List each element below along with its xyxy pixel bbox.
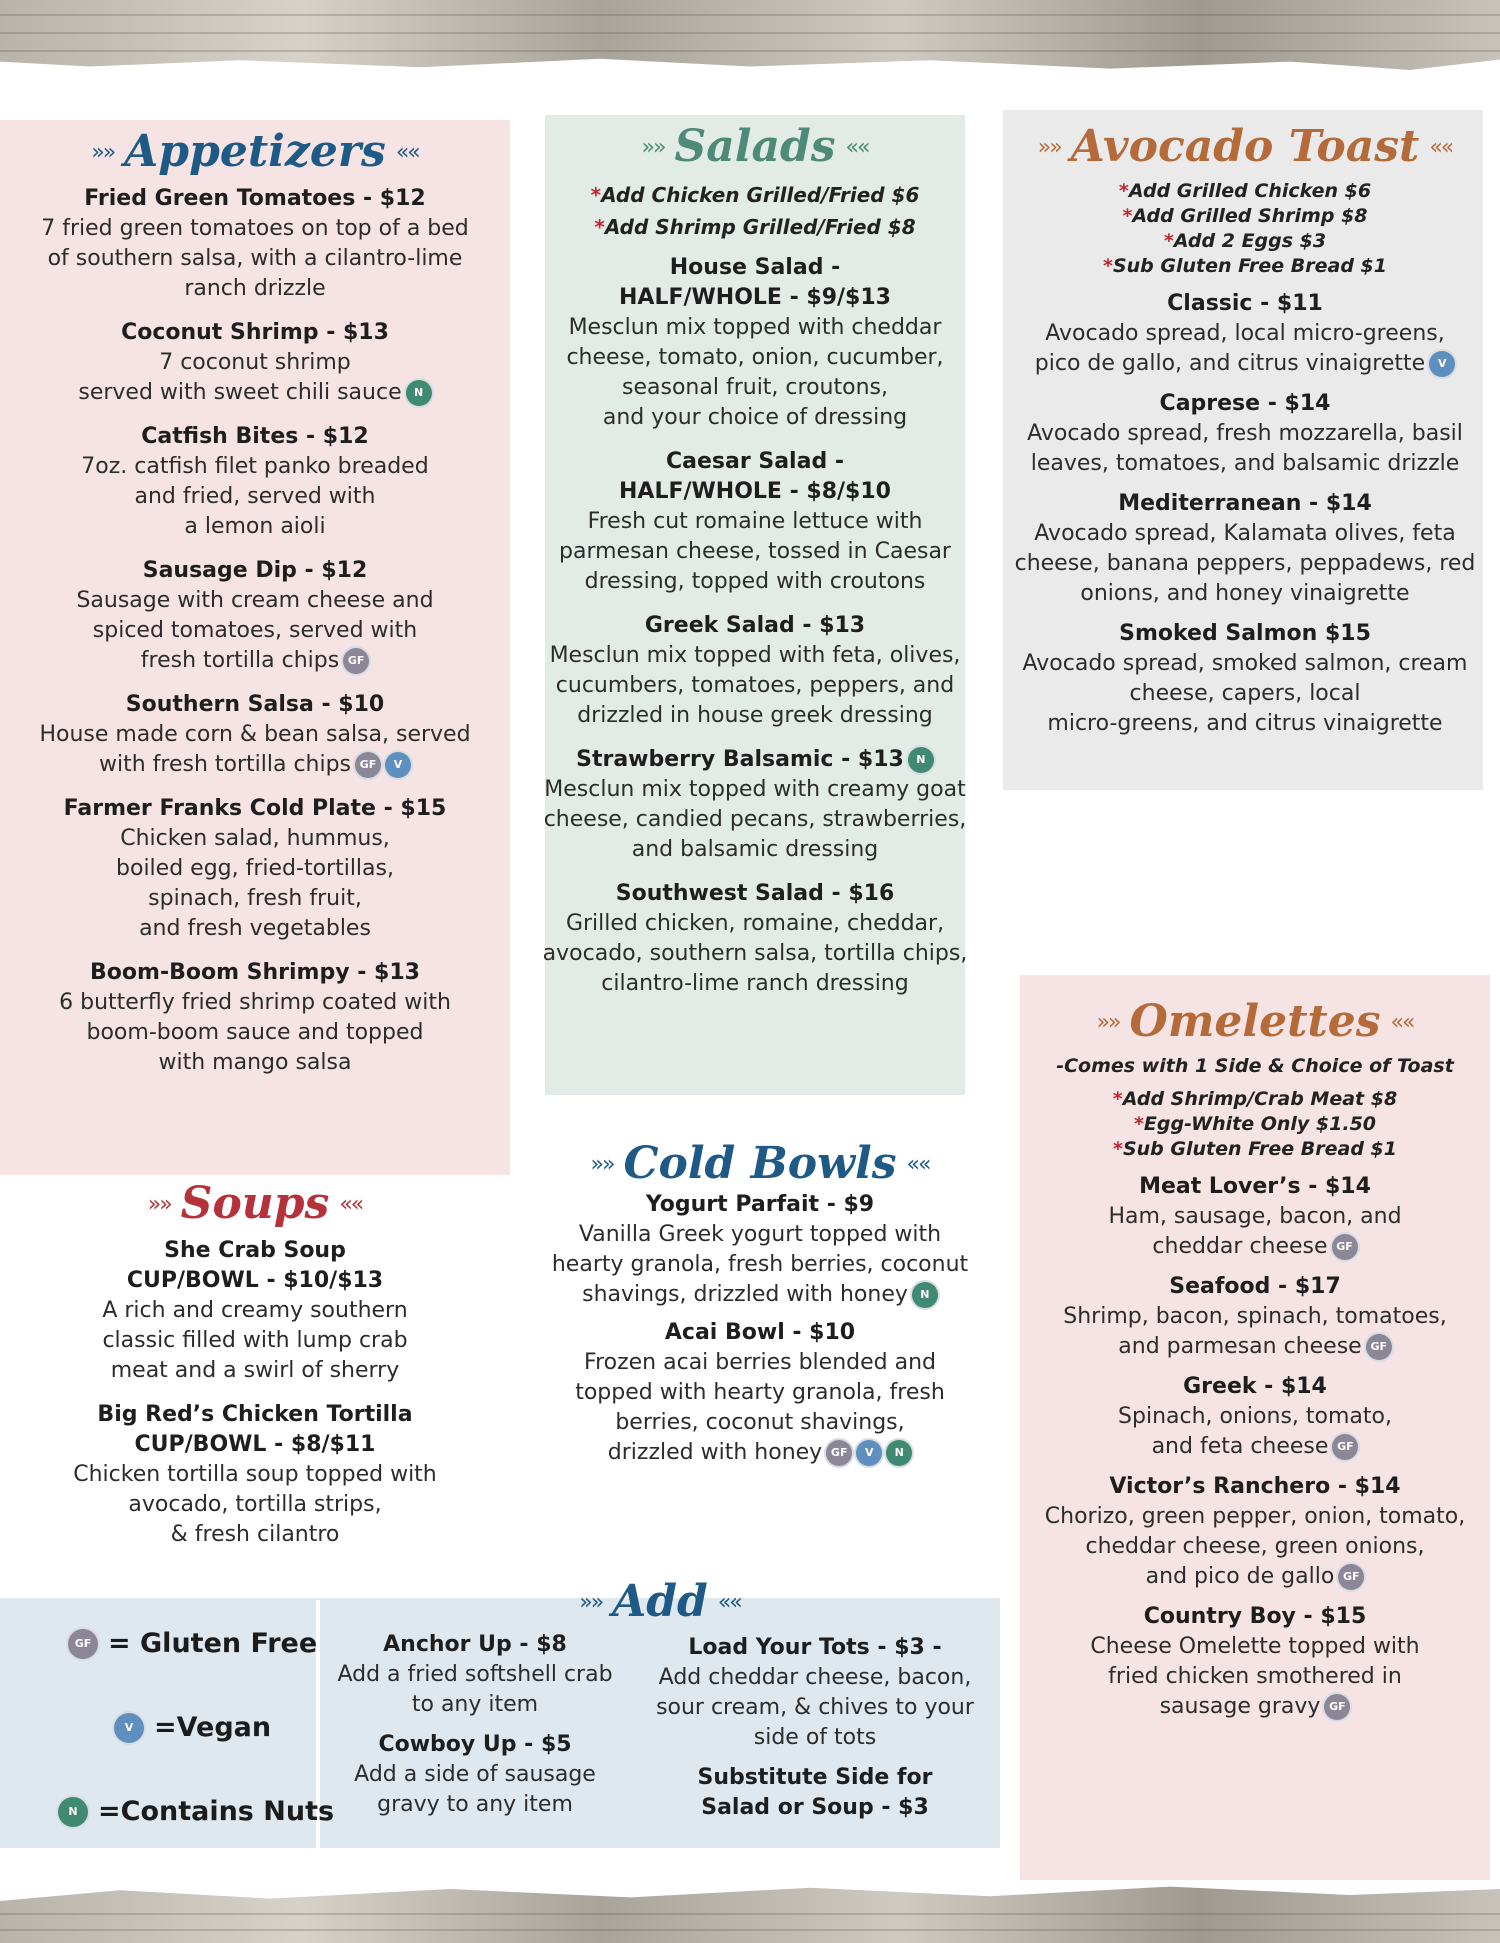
item-desc: side of tots [753, 1725, 877, 1750]
leaf-right-icon: «« [1390, 1009, 1414, 1035]
item-desc: topped with hearty granola, fresh [575, 1380, 945, 1405]
menu-item [10, 422, 500, 542]
item-name: Cowboy Up - $5 [378, 1732, 572, 1757]
section-title: Soups [180, 1178, 330, 1229]
item-desc: cheese, candied pecans, strawberries, [543, 807, 967, 832]
item-desc: Chicken tortilla soup topped with [73, 1462, 437, 1487]
soups-header [20, 1178, 490, 1229]
leaf-left-icon: »» [1096, 1009, 1120, 1035]
avocado-toast-section [1000, 121, 1490, 753]
menu-item [20, 1400, 490, 1550]
menu-item [535, 745, 975, 865]
item-name: HALF/WHOLE - $9/$13 [619, 285, 891, 310]
addon-line: *Sub Gluten Free Bread $1 [1113, 1138, 1397, 1160]
appetizers-section [10, 126, 500, 1092]
item-name: CUP/BOWL - $8/$11 [134, 1432, 376, 1457]
item-desc: sour cream, & chives to your [656, 1695, 974, 1720]
item-desc: sausage gravy [1159, 1694, 1321, 1719]
item-desc: Spinach, onions, tomato, [1118, 1404, 1392, 1429]
menu-item [20, 1236, 490, 1386]
addon-text: Egg-White Only $1.50 [1143, 1113, 1377, 1135]
item-desc-row [1000, 349, 1490, 379]
item-desc-row [10, 646, 500, 676]
item-desc: Chicken salad, hummus, [120, 826, 390, 851]
item-desc: Add a fried softshell crab [337, 1662, 613, 1687]
item-desc: Add a side of sausage [354, 1762, 596, 1787]
menu-item [1020, 1372, 1490, 1462]
salads-section [535, 121, 975, 1013]
menu-item [1000, 389, 1490, 479]
item-desc-row [1020, 1562, 1490, 1592]
salads-header [535, 121, 975, 172]
menu-item [535, 611, 975, 731]
gluten-free-badge-icon: GF [1324, 1694, 1350, 1720]
item-name: Southern Salsa - $10 [125, 692, 385, 717]
item-name: Fried Green Tomatoes - $12 [84, 186, 426, 211]
addon-text: Add Shrimp Grilled/Fried $8 [604, 215, 916, 239]
addon-line: *Add Grilled Shrimp $8 [1122, 205, 1368, 227]
wood-top-border [0, 0, 1500, 70]
addon-text: Sub Gluten Free Bread $1 [1122, 1138, 1397, 1160]
item-name: Acai Bowl - $10 [664, 1320, 856, 1345]
item-desc: A rich and creamy southern [102, 1298, 408, 1323]
item-desc: Avocado spread, local micro-greens, [1045, 321, 1445, 346]
legend-contains-nuts [54, 1796, 334, 1827]
vegan-badge-icon: V [114, 1713, 144, 1743]
menu-item [10, 958, 500, 1078]
item-desc: Frozen acai berries blended and [584, 1350, 936, 1375]
item-desc: Ham, sausage, bacon, and [1108, 1204, 1402, 1229]
item-desc: to any item [411, 1692, 539, 1717]
section-title: Salads [674, 121, 836, 172]
section-title: Appetizers [124, 126, 386, 177]
menu-item [10, 318, 500, 408]
item-name: Southwest Salad - $16 [615, 881, 895, 906]
item-name: She Crab Soup [164, 1238, 346, 1263]
item-desc: dressing, topped with croutons [584, 569, 926, 594]
gluten-free-badge-icon: GF [355, 752, 381, 778]
menu-item [535, 879, 975, 999]
cold-bowls-section [535, 1138, 985, 1482]
item-desc: Avocado spread, fresh mozzarella, basil [1027, 421, 1463, 446]
item-name: HALF/WHOLE - $8/$10 [619, 479, 891, 504]
item-desc: drizzled with honey [607, 1440, 823, 1465]
addon-line: *Add Shrimp/Crab Meat $8 [1112, 1088, 1398, 1110]
item-desc-row [10, 378, 500, 408]
leaf-left-icon: »» [1037, 134, 1061, 160]
leaf-right-icon: «« [339, 1191, 363, 1217]
item-desc: onions, and honey vinaigrette [1080, 581, 1410, 606]
nuts-badge-icon: N [912, 1282, 938, 1308]
item-desc: fresh tortilla chips [140, 648, 340, 673]
leaf-right-icon: «« [717, 1589, 741, 1615]
addon-line: *Add Grilled Chicken $6 [1118, 180, 1372, 202]
item-desc: Grilled chicken, romaine, cheddar, [565, 911, 945, 936]
item-name: Boom-Boom Shrimpy - $13 [90, 960, 420, 985]
item-desc: Cheese Omelette topped with [1090, 1634, 1420, 1659]
section-title: Add [612, 1576, 708, 1627]
legend-gluten-free [64, 1628, 317, 1659]
item-desc: 6 butterfly fried shrimp coated with [59, 990, 451, 1015]
item-name: Classic - $11 [1167, 291, 1323, 316]
addon-text: Add Grilled Chicken $6 [1128, 180, 1372, 202]
item-desc: and feta cheese [1151, 1434, 1329, 1459]
item-desc: House made corn & bean salsa, served [39, 722, 471, 747]
leaf-right-icon: «« [906, 1151, 930, 1177]
item-name: Salad or Soup - $3 [701, 1795, 929, 1820]
menu-item [535, 1318, 985, 1468]
item-desc: berries, coconut shavings, [615, 1410, 905, 1435]
item-desc-row [1020, 1432, 1490, 1462]
item-name: Caesar Salad - [666, 449, 844, 474]
item-name: Farmer Franks Cold Plate - $15 [63, 796, 447, 821]
item-desc: fried chicken smothered in [1108, 1664, 1402, 1689]
leaf-left-icon: »» [91, 139, 115, 165]
vegan-badge-icon: V [856, 1440, 882, 1466]
menu-item [1020, 1172, 1490, 1262]
menu-item [535, 253, 975, 433]
item-desc: drizzled in house greek dressing [577, 703, 933, 728]
item-desc: and parmesan cheese [1118, 1334, 1362, 1359]
item-desc: cheddar cheese, green onions, [1085, 1534, 1425, 1559]
item-desc: meat and a swirl of sherry [110, 1358, 400, 1383]
item-name: Sausage Dip - $12 [142, 558, 368, 583]
item-desc: with fresh tortilla chips [98, 752, 352, 777]
item-desc: Avocado spread, smoked salmon, cream [1022, 651, 1468, 676]
item-desc: spinach, fresh fruit, [148, 886, 362, 911]
omelettes-note: -Comes with 1 Side & Choice of Toast [1056, 1055, 1454, 1077]
item-name: Coconut Shrimp - $13 [121, 320, 389, 345]
item-desc: Mesclun mix topped with feta, olives, [549, 643, 961, 668]
item-name: Load Your Tots - $3 - [688, 1635, 942, 1660]
cold-bowls-header [535, 1138, 985, 1189]
legend-label: =Contains Nuts [98, 1796, 335, 1827]
leaf-right-icon: «« [845, 134, 869, 160]
item-desc: 7 coconut shrimp [159, 350, 351, 375]
nuts-badge-icon: N [406, 380, 432, 406]
item-desc: pico de gallo, and citrus vinaigrette [1034, 351, 1426, 376]
item-desc: Fresh cut romaine lettuce with [587, 509, 923, 534]
item-desc: 7 fried green tomatoes on top of a bed [41, 216, 469, 241]
item-desc: classic filled with lump crab [102, 1328, 408, 1353]
item-desc: boiled egg, fried-tortillas, [116, 856, 394, 881]
menu-item [1000, 489, 1490, 609]
menu-item [535, 1190, 985, 1310]
leaf-right-icon: «« [1429, 134, 1453, 160]
item-desc: cheese, banana peppers, peppadews, red [1014, 551, 1476, 576]
item-name: Strawberry Balsamic - $13 [576, 747, 904, 772]
item-desc: and fresh vegetables [139, 916, 371, 941]
item-name: Big Red’s Chicken Tortilla [97, 1402, 413, 1427]
item-desc-row [10, 750, 500, 780]
item-desc: ranch drizzle [184, 276, 326, 301]
item-desc: seasonal fruit, croutons, [622, 375, 888, 400]
add-item [640, 1763, 990, 1823]
item-desc: Sausage with cream cheese and [76, 588, 434, 613]
addon-line: *Egg-White Only $1.50 [1133, 1113, 1377, 1135]
item-name: Seafood - $17 [1169, 1274, 1341, 1299]
item-desc-row [535, 1438, 985, 1468]
item-desc: cilantro-lime ranch dressing [601, 971, 909, 996]
legend-label: =Vegan [154, 1712, 272, 1743]
item-desc-row [1020, 1232, 1490, 1262]
item-name: Victor’s Ranchero - $14 [1109, 1474, 1401, 1499]
add-column-left [320, 1630, 630, 1834]
menu-item [10, 794, 500, 944]
nuts-badge-icon: N [908, 747, 934, 773]
nuts-badge-icon: N [58, 1797, 88, 1827]
leaf-left-icon: »» [641, 134, 665, 160]
item-name: House Salad - [669, 255, 841, 280]
gluten-free-badge-icon: GF [343, 648, 369, 674]
item-name: Catfish Bites - $12 [141, 424, 369, 449]
gluten-free-badge-icon: GF [1338, 1564, 1364, 1590]
item-name: CUP/BOWL - $10/$13 [126, 1268, 384, 1293]
item-desc: cheese, tomato, onion, cucumber, [566, 345, 944, 370]
item-desc: parmesan cheese, tossed in Caesar [559, 539, 951, 564]
item-desc: Avocado spread, Kalamata olives, feta [1034, 521, 1456, 546]
item-desc: a lemon aioli [184, 514, 326, 539]
omelettes-section [1020, 996, 1490, 1736]
item-desc: Chorizo, green pepper, onion, tomato, [1044, 1504, 1466, 1529]
item-desc: with mango salsa [158, 1050, 352, 1075]
addon-line: *Add 2 Eggs $3 [1163, 230, 1327, 252]
item-name: Meat Lover’s - $14 [1139, 1174, 1371, 1199]
gluten-free-badge-icon: GF [1366, 1334, 1392, 1360]
item-desc: cucumbers, tomatoes, peppers, and [555, 673, 955, 698]
avocado-header [1000, 121, 1490, 172]
omelettes-header [1020, 996, 1490, 1047]
item-name: Substitute Side for [697, 1765, 933, 1790]
item-desc: cheese, capers, local [1129, 681, 1361, 706]
soups-section [20, 1178, 490, 1564]
item-desc: micro-greens, and citrus vinaigrette [1047, 711, 1443, 736]
add-header [520, 1576, 800, 1627]
legend-label: = Gluten Free [108, 1628, 318, 1659]
item-desc-row [1020, 1332, 1490, 1362]
addon-text: Add Shrimp/Crab Meat $8 [1122, 1088, 1398, 1110]
add-item [320, 1630, 630, 1720]
leaf-left-icon: »» [147, 1191, 171, 1217]
leaf-right-icon: «« [395, 139, 419, 165]
add-column-right [640, 1633, 990, 1837]
item-name: Anchor Up - $8 [383, 1632, 567, 1657]
wood-bottom-border [0, 1883, 1500, 1943]
addon-line: *Add Chicken Grilled/Fried $6 [590, 183, 920, 207]
item-name-row [535, 745, 975, 775]
addon-text: Add Chicken Grilled/Fried $6 [601, 183, 920, 207]
item-desc: leaves, tomatoes, and balsamic drizzle [1030, 451, 1460, 476]
item-name: Greek - $14 [1183, 1374, 1327, 1399]
leaf-left-icon: »» [579, 1589, 603, 1615]
item-desc: shavings, drizzled with honey [582, 1282, 908, 1307]
item-desc: avocado, tortilla strips, [128, 1492, 382, 1517]
item-name: Smoked Salmon $15 [1119, 621, 1371, 646]
item-desc: Mesclun mix topped with cheddar [568, 315, 942, 340]
item-desc: spiced tomatoes, served with [92, 618, 418, 643]
menu-item [10, 690, 500, 780]
addon-text: Add Grilled Shrimp $8 [1132, 205, 1368, 227]
menu-item [1020, 1602, 1490, 1722]
addon-line: *Add Shrimp Grilled/Fried $8 [594, 215, 916, 239]
menu-item [10, 184, 500, 304]
item-desc: avocado, southern salsa, tortilla chips, [542, 941, 968, 966]
item-desc: and your choice of dressing [602, 405, 908, 430]
menu-item [535, 447, 975, 597]
item-desc: Shrimp, bacon, spinach, tomatoes, [1063, 1304, 1447, 1329]
vegan-badge-icon: V [385, 752, 411, 778]
appetizers-header [10, 126, 500, 177]
item-desc: hearty granola, fresh berries, coconut [551, 1252, 969, 1277]
item-desc: and fried, served with [134, 484, 376, 509]
gluten-free-badge-icon: GF [1332, 1434, 1358, 1460]
item-desc: & fresh cilantro [170, 1522, 340, 1547]
menu-item [1000, 619, 1490, 739]
gluten-free-badge-icon: GF [68, 1629, 98, 1659]
section-title: Avocado Toast [1070, 121, 1420, 172]
item-desc-row [1020, 1692, 1490, 1722]
menu-item [1000, 289, 1490, 379]
section-title: Omelettes [1129, 996, 1381, 1047]
item-desc: of southern salsa, with a cilantro-lime [47, 246, 463, 271]
menu-item [10, 556, 500, 676]
nuts-badge-icon: N [886, 1440, 912, 1466]
gluten-free-badge-icon: GF [826, 1440, 852, 1466]
menu-item [1020, 1272, 1490, 1362]
item-name: Yogurt Parfait - $9 [645, 1192, 875, 1217]
item-desc: and balsamic dressing [631, 837, 879, 862]
item-name: Mediterranean - $14 [1118, 491, 1372, 516]
vegan-badge-icon: V [1429, 351, 1455, 377]
item-desc: gravy to any item [377, 1792, 573, 1817]
legend-vegan [110, 1712, 271, 1743]
item-desc: Add cheddar cheese, bacon, [658, 1665, 972, 1690]
menu-item [1020, 1472, 1490, 1592]
item-desc: 7oz. catfish filet panko breaded [81, 454, 429, 479]
item-desc: boom-boom sauce and topped [86, 1020, 424, 1045]
addon-line: *Sub Gluten Free Bread $1 [1103, 255, 1387, 277]
leaf-left-icon: »» [590, 1151, 614, 1177]
item-desc: cheddar cheese [1152, 1234, 1328, 1259]
add-item [320, 1730, 630, 1820]
item-name: Country Boy - $15 [1143, 1604, 1367, 1629]
add-item [640, 1633, 990, 1753]
section-title: Cold Bowls [623, 1138, 897, 1189]
addon-text: Sub Gluten Free Bread $1 [1112, 255, 1387, 277]
item-desc: Mesclun mix topped with creamy goat [544, 777, 966, 802]
item-desc: Vanilla Greek yogurt topped with [578, 1222, 942, 1247]
item-desc: served with sweet chili sauce [78, 380, 402, 405]
item-desc: and pico de gallo [1145, 1564, 1335, 1589]
addon-text: Add 2 Eggs $3 [1173, 230, 1327, 252]
add-section-header [520, 1576, 800, 1627]
item-name: Greek Salad - $13 [644, 613, 866, 638]
item-name: Caprese - $14 [1159, 391, 1331, 416]
gluten-free-badge-icon: GF [1332, 1234, 1358, 1260]
item-desc-row [535, 1280, 985, 1310]
